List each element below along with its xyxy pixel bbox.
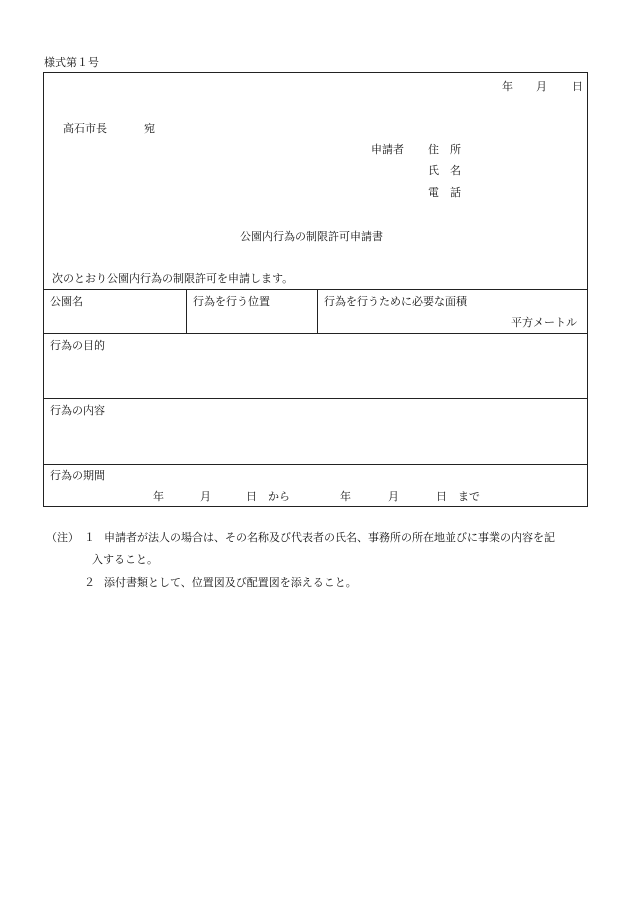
applicant-name-label: 氏 名 bbox=[428, 164, 461, 177]
period-from-label: から bbox=[268, 490, 290, 503]
applicant-label: 申請者 bbox=[371, 143, 404, 156]
note-2-line-1: 添付書類として、位置図及び配置図を添えること。 bbox=[104, 576, 357, 589]
table-row-line-2 bbox=[44, 398, 587, 399]
period-from-month: 月 bbox=[200, 490, 211, 503]
date-day: 日 bbox=[572, 80, 583, 93]
cell-purpose: 行為の目的 bbox=[50, 339, 105, 352]
note-1-number: １ bbox=[84, 531, 95, 544]
application-form bbox=[43, 72, 588, 507]
table-row-line-1 bbox=[44, 333, 587, 334]
period-to-year: 年 bbox=[340, 490, 351, 503]
period-from-year: 年 bbox=[153, 490, 164, 503]
applicant-phone-label: 電 話 bbox=[428, 186, 461, 199]
form-title: 公園内行為の制限許可申請書 bbox=[240, 230, 383, 243]
period-to-day: 日 bbox=[436, 490, 447, 503]
notes-prefix: （注） bbox=[46, 531, 79, 544]
table-row-line-3 bbox=[44, 464, 587, 465]
form-number: 様式第１号 bbox=[44, 56, 99, 69]
note-1-line-2: 入すること。 bbox=[92, 553, 158, 566]
period-to-month: 月 bbox=[388, 490, 399, 503]
cell-content: 行為の内容 bbox=[50, 404, 105, 417]
applicant-address-label: 住 所 bbox=[428, 143, 461, 156]
note-2-number: ２ bbox=[84, 576, 95, 589]
table-divider-2 bbox=[317, 289, 318, 333]
table-top-line bbox=[44, 289, 587, 290]
cell-area-unit: 平方メートル bbox=[511, 316, 577, 329]
period-to-label: まで bbox=[458, 490, 480, 503]
table-divider-1 bbox=[186, 289, 187, 333]
intro-text: 次のとおり公園内行為の制限許可を申請します。 bbox=[52, 272, 294, 285]
addressee-name: 高石市長 bbox=[63, 122, 107, 135]
note-1-line-1: 申請者が法人の場合は、その名称及び代表者の氏名、事務所の所在地並びに事業の内容を記 bbox=[104, 531, 555, 544]
cell-park-name: 公園名 bbox=[50, 295, 83, 308]
period-from-day: 日 bbox=[246, 490, 257, 503]
cell-area: 行為を行うために必要な面積 bbox=[324, 295, 467, 308]
addressee-suffix: 宛 bbox=[144, 122, 155, 135]
cell-location: 行為を行う位置 bbox=[193, 295, 270, 308]
date-year: 年 bbox=[502, 80, 513, 93]
date-month: 月 bbox=[536, 80, 547, 93]
cell-period: 行為の期間 bbox=[50, 469, 105, 482]
